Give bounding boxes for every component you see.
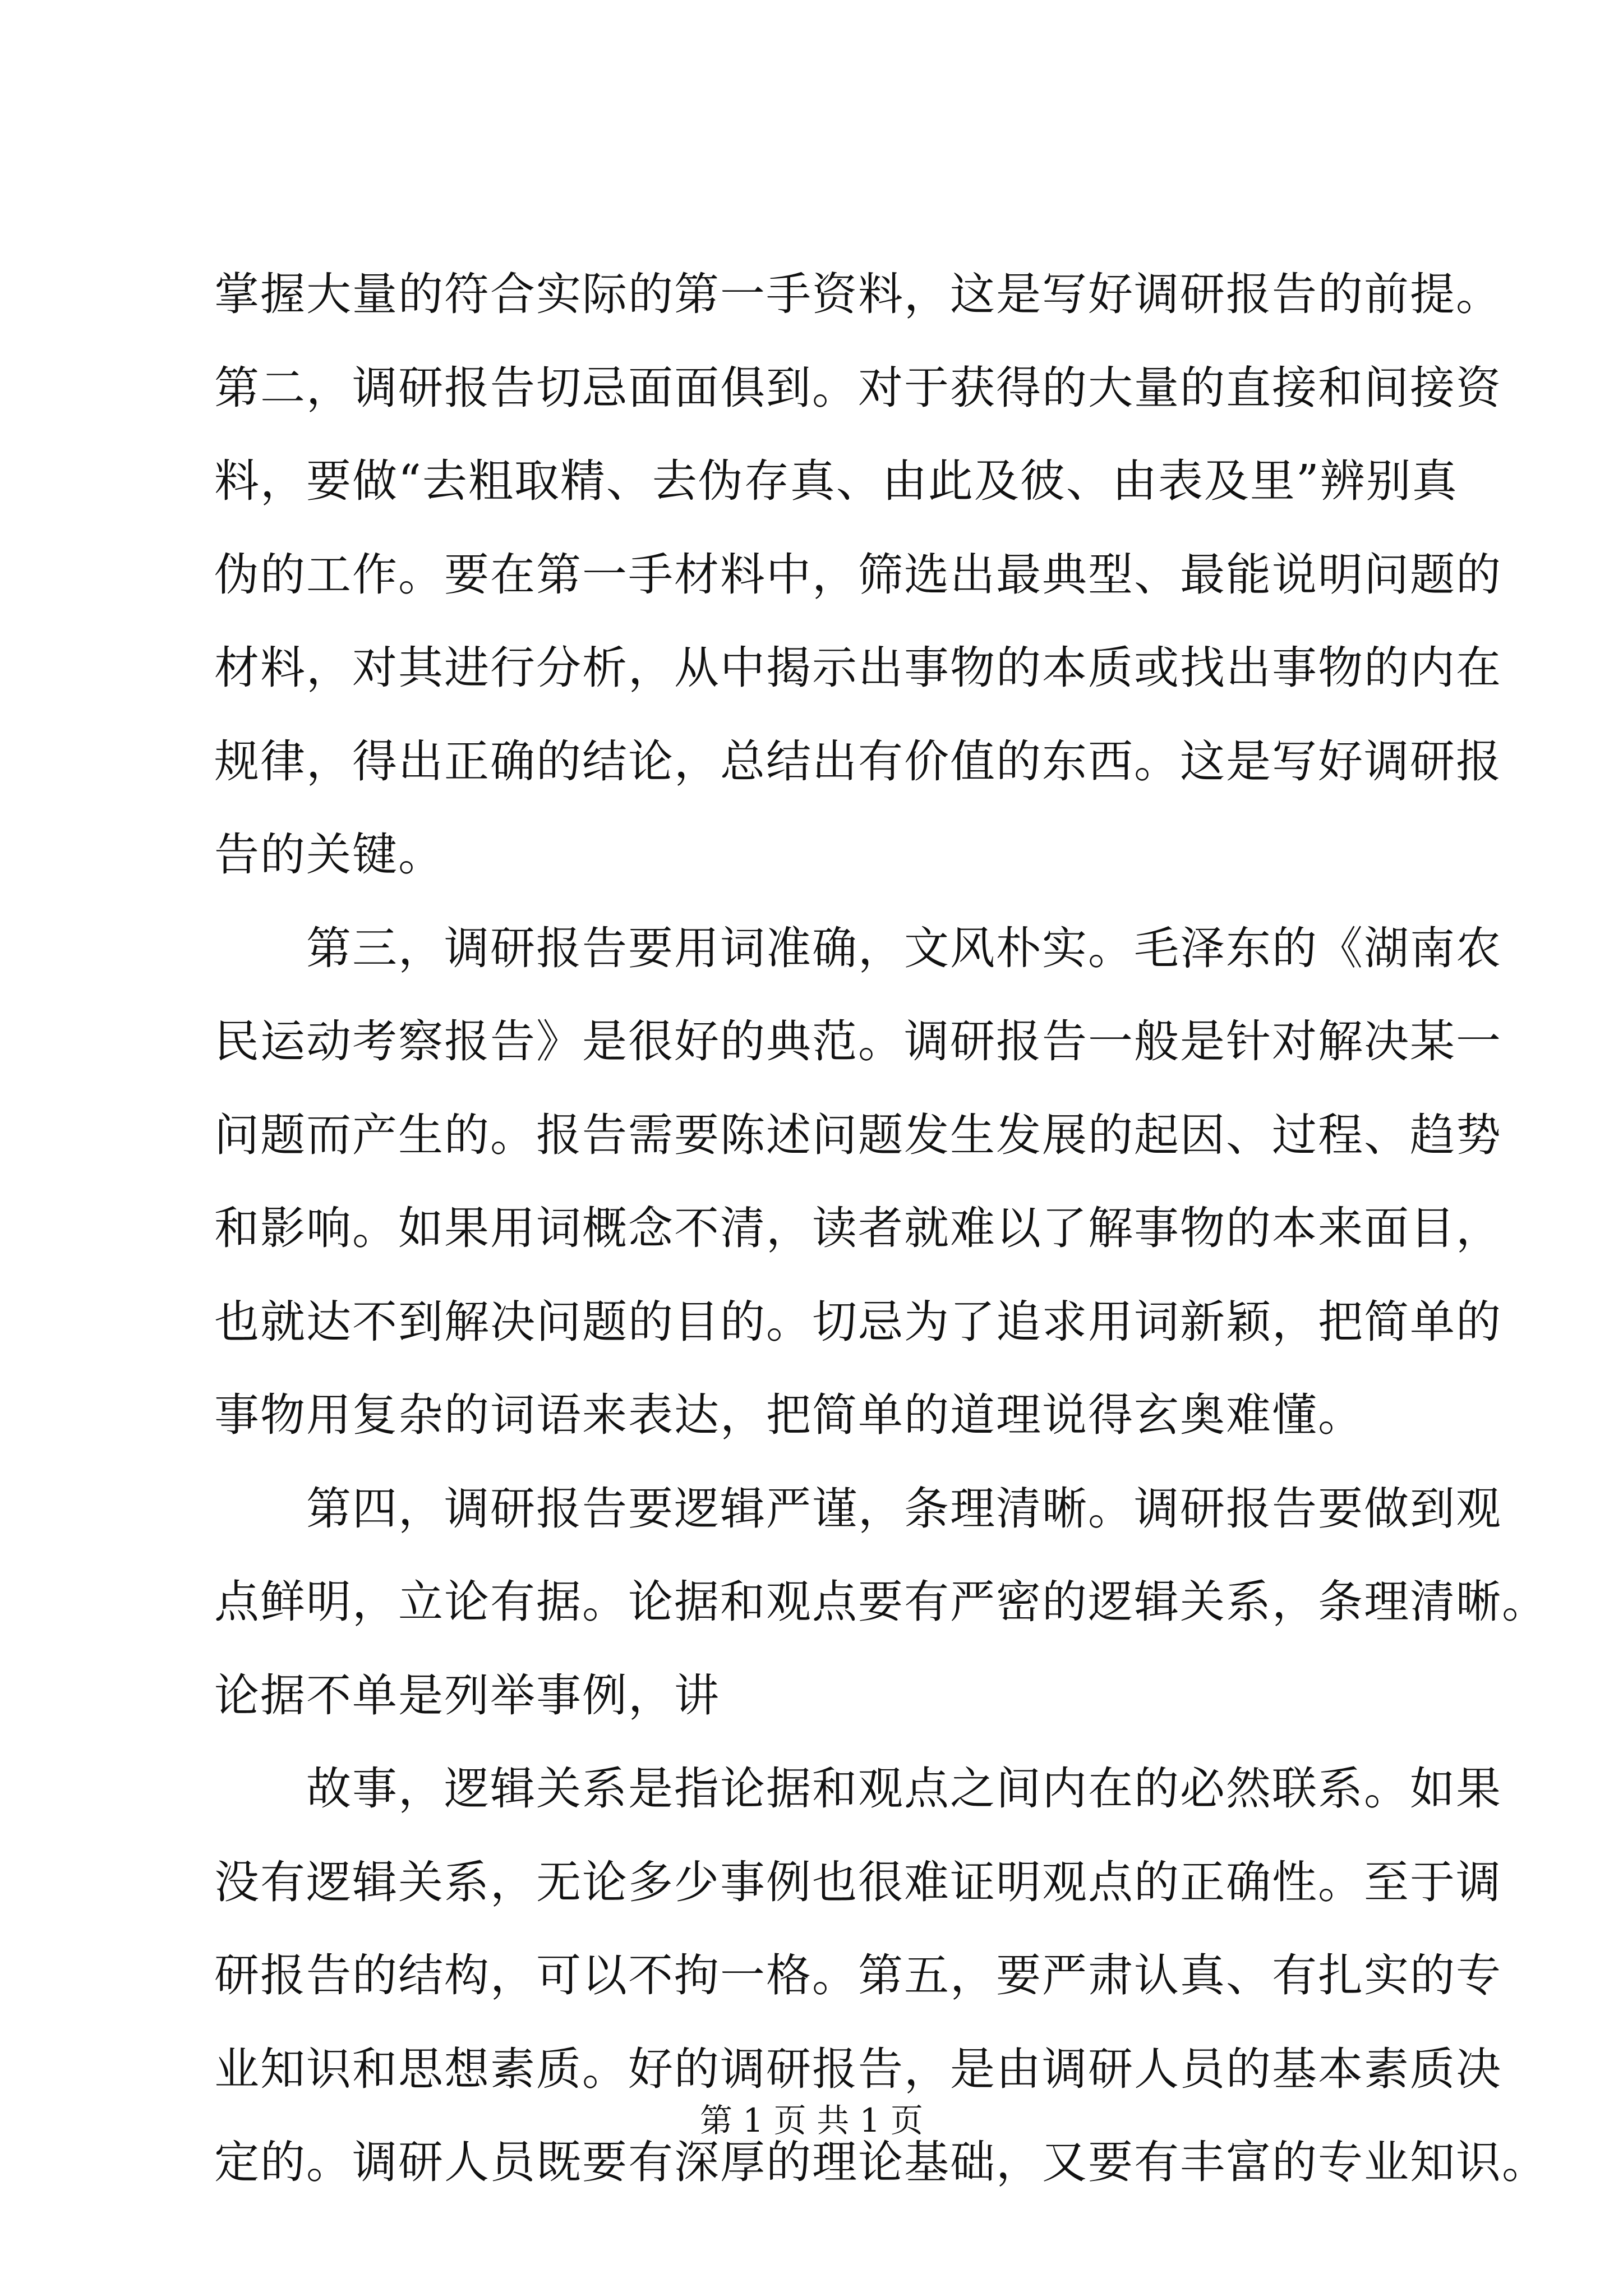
text-line: 掌握大量的符合实际的第一手资料，这是写好调研报告的前提。 xyxy=(214,268,1502,320)
text-line: 研报告的结构，可以不拘一格。第五，要严肃认真、有扎实的专 xyxy=(214,1949,1502,2001)
text-line: 业知识和思想素质。好的调研报告，是由调研人员的基本素质决 xyxy=(214,2042,1502,2095)
text-line: 规律，得出正确的结论，总结出有价值的东西。这是写好调研报 xyxy=(214,735,1502,788)
text-line: 点鲜明，立论有据。论据和观点要有严密的逻辑关系，条理清晰。 xyxy=(214,1576,1548,1628)
text-line: 没有逻辑关系，无论多少事例也很难证明观点的正确性。至于调 xyxy=(214,1856,1502,1908)
text-line: 定的。调研人员既要有深厚的理论基础，又要有丰富的专业知识。 xyxy=(214,2136,1548,2188)
text-line: 伪的工作。要在第一手材料中，筛选出最典型、最能说明问题的 xyxy=(214,548,1502,601)
text-line: 民运动考察报告》是很好的典范。调研报告一般是针对解决某一 xyxy=(214,1015,1502,1068)
text-line: 问题而产生的。报告需要陈述问题发生发展的起因、过程、趋势 xyxy=(214,1108,1502,1161)
text-line: 料，要做“去粗取精、去伪存真、由此及彼、由表及里”辨别真 xyxy=(214,455,1458,507)
page-footer xyxy=(0,2098,1623,2143)
text-line: 告的关键。 xyxy=(214,829,444,881)
paragraph-start-line: 故事，逻辑关系是指论据和观点之间内在的必然联系。如果 xyxy=(306,1763,1502,1815)
text-line: 和影响。如果用词概念不清，读者就难以了解事物的本来面目， xyxy=(214,1202,1502,1254)
text-line: 事物用复杂的词语来表达，把简单的道理说得玄奥难懂。 xyxy=(214,1389,1364,1441)
body-text xyxy=(214,248,1548,2210)
text-line: 论据不单是列举事例，讲 xyxy=(214,1669,720,1722)
paragraph-start-line: 第三，调研报告要用词准确，文风朴实。毛泽东的《湖南农 xyxy=(306,922,1502,974)
paragraph-start-line: 第四，调研报告要逻辑严谨，条理清晰。调研报告要做到观 xyxy=(306,1482,1502,1535)
text-line: 材料，对其进行分析，从中揭示出事物的本质或找出事物的内在 xyxy=(214,642,1502,694)
text-line: 第二，调研报告切忌面面俱到。对于获得的大量的直接和间接资 xyxy=(214,361,1502,414)
page-number-label: 第 1 页 共 1 页 xyxy=(700,2101,923,2139)
text-line: 也就达不到解决问题的目的。切忌为了追求用词新颖，把简单的 xyxy=(214,1295,1502,1348)
